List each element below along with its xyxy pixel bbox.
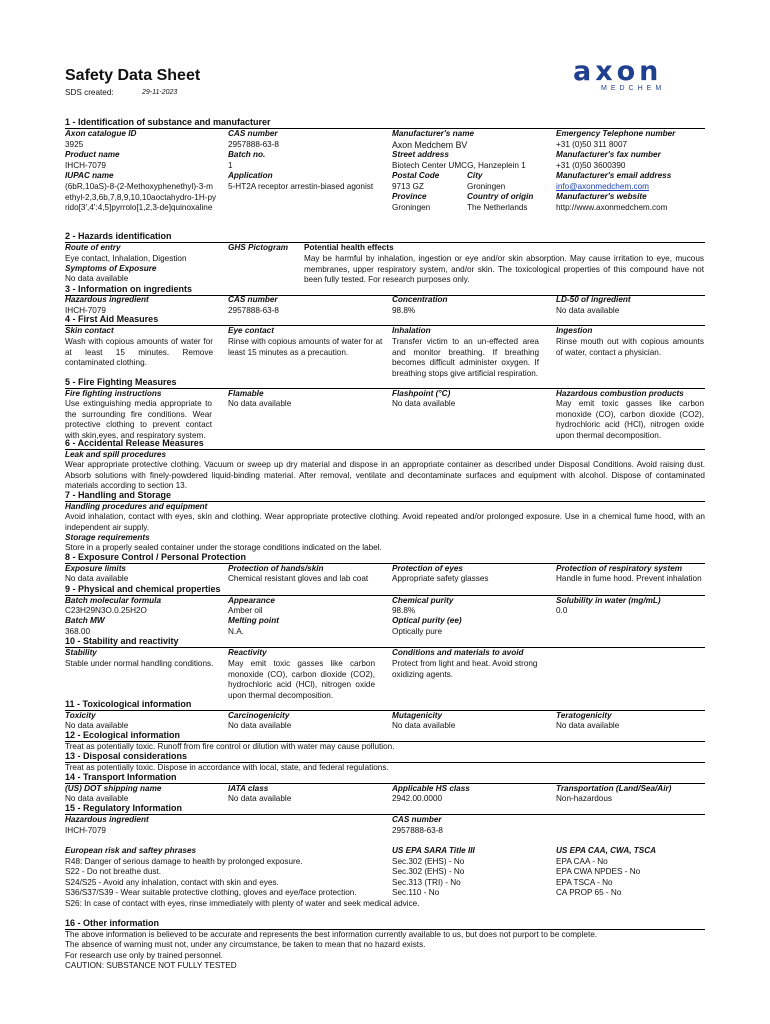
dot-label: (US) DOT shipping name	[65, 784, 162, 793]
disposal-text: Treat as potentially toxic. Dispose in accordance with local, state, and federal regulations.	[65, 763, 389, 772]
batch-value: 1	[228, 161, 233, 170]
section-1-heading: 1 - Identification of substance and manufacturer	[65, 117, 271, 127]
storage-value: Store in a properly sealed container under the storage conditions indicated on the label.	[65, 543, 382, 552]
optical-label: Optical purity (ee)	[392, 616, 462, 625]
stability-label: Stability	[65, 648, 97, 657]
melting-value: N.A.	[228, 627, 244, 636]
avoid-value: Protect from light and heat. Avoid strong oxidizing agents.	[392, 659, 538, 679]
formula-value: C23H29N3O.0.25H2O	[65, 606, 147, 615]
section-15-heading: 15 - Regulatory Information	[65, 803, 183, 813]
eye-contact-value: Rinse with copious amounts of water for at least 15 minutes as a precaution.	[228, 337, 383, 357]
section-7-heading: 7 - Handling and Storage	[65, 490, 172, 500]
ingestion-value: Rinse mouth out with copious amounts of water, contact a physician.	[556, 337, 704, 357]
sara-line: Sec.313 (TRI) - No	[392, 878, 461, 887]
caa-line: EPA CWA NPDES - No	[556, 867, 641, 876]
fire-instructions-label: Fire fighting instructions	[65, 389, 162, 398]
hs-value: 2942.00.0000	[392, 794, 443, 803]
section-4-rule	[65, 325, 705, 326]
page-title: Safety Data Sheet	[65, 67, 201, 84]
teratogenicity-label: Teratogenicity	[556, 711, 612, 720]
phrase-line: S24/S25 - Avoid any inhalation, contact with skin and eyes.	[65, 878, 279, 887]
mutagenicity-value: No data available	[392, 721, 456, 730]
appearance-value: Amber oil	[228, 606, 263, 615]
section-6-heading: 6 - Accidental Release Measures	[65, 438, 204, 448]
cas-value-3: 2957888-63-8	[228, 306, 279, 315]
iupac-value: (6bR,10aS)-8-(2-Methoxyphenethyl)-3-methyl-2,3,6b,7,8,9,10,10aoctahydro-1H-pyrido[3',4':4,5]pyrrolo[1,2,3-de]quinoxaline	[65, 182, 217, 212]
sds-created-label: SDS created:	[65, 88, 114, 97]
dot-value: No data available	[65, 794, 129, 803]
other-info-line: For research use only by trained personnel.	[65, 951, 223, 960]
country-label: Country of origin	[467, 192, 534, 201]
spill-label: Leak and spill procedures	[65, 450, 167, 459]
ecological-text: Treat as potentially toxic. Runoff from fire control or dilution with water may cause pollution.	[65, 742, 395, 751]
province-value: Groningen	[392, 203, 431, 212]
route-label: Route of entry	[65, 243, 121, 252]
phrase-line: S36/S37/S39 - Wear suitable protective clothing, gloves and eye/face protection.	[65, 888, 357, 897]
axon-logo	[573, 58, 675, 98]
caa-label: US EPA CAA, CWA, TSCA	[556, 846, 657, 855]
website-label: Manufacturer's website	[556, 192, 647, 201]
section-16-heading: 16 - Other information	[65, 918, 160, 928]
toxicity-label: Toxicity	[65, 711, 96, 720]
iata-label: IATA class	[228, 784, 269, 793]
concentration-value: 98.8%	[392, 306, 416, 315]
batch-label: Batch no.	[228, 150, 266, 159]
sara-line: Sec.110 - No	[392, 888, 440, 897]
effects-value: May be harmful by inhalation, ingestion or eye and/or skin absorption. May cause irritation to eye, mucous membranes, upper respiratory system, and/or skin. The toxicological properties of this compound have not been fully tested. For research purposes only.	[304, 254, 704, 284]
spill-value: Wear appropriate protective clothing. Vacuum or sweep up dry material and dispose in an appropriate container as described under Disposal Conditions. Avoid raising dust. Absorb solutions with finely-powdered liquid-binding material. After removal, ventilate and decontaminate surfaces and equipment with alcohol. Dispose of contaminated materials according to section 13.	[65, 460, 705, 490]
ingestion-label: Ingestion	[556, 326, 593, 335]
email-label: Manufacturer's email address	[556, 171, 672, 180]
section-4-heading: 4 - First Aid Measures	[65, 314, 159, 324]
section-2-heading: 2 - Hazards identification	[65, 231, 172, 241]
section-5-heading: 5 - Fire Fighting Measures	[65, 377, 177, 387]
concentration-label: Concentration	[392, 295, 448, 304]
land-label: Transportation (Land/Sea/Air)	[556, 784, 672, 793]
phrases-label: European risk and saftey phrases	[65, 846, 197, 855]
ld50-value: No data available	[556, 306, 620, 315]
phrase-line: R48: Danger of serious damage to health by prolonged exposure.	[65, 857, 303, 866]
application-label: Application	[228, 171, 273, 180]
other-info-line: The above information is believed to be accurate and represents the best information currently available to us, but does not purport to be complete.	[65, 930, 598, 939]
hands-value: Chemical resistant gloves and lab coat	[228, 574, 369, 583]
product-label: Product name	[65, 150, 120, 159]
iata-value: No data available	[228, 794, 292, 803]
route-value: Eye contact, Inhalation, Digestion	[65, 254, 187, 263]
reactivity-value: May emit toxic gasses like carbon monoxide (CO), carbon dioxide (CO2), hydrochloric acid (HCl), nitrogen oxide upon thermal decomposition.	[228, 659, 375, 700]
mw-label: Batch MW	[65, 616, 105, 625]
handling-value: Avoid inhalation, contact with eyes, skin and clothing. Wear appropriate protective clothing. Avoid repeated and/or prolonged exposure. Use in a chemical fume hood, with an independent air supply.	[65, 512, 705, 532]
section-13-heading: 13 - Disposal considerations	[65, 751, 188, 761]
eye-contact-label: Eye contact	[228, 326, 274, 335]
street-label: Street address	[392, 150, 449, 159]
iupac-label: IUPAC name	[65, 171, 114, 180]
mutagenicity-label: Mutagenicity	[392, 711, 443, 720]
caa-line: EPA TSCA - No	[556, 878, 613, 887]
hazardous-label-15: Hazardous ingredient	[65, 815, 149, 824]
toxicity-value: No data available	[65, 721, 129, 730]
appearance-label: Appearance	[228, 596, 275, 605]
flamable-value: No data available	[228, 399, 292, 408]
limits-label: Exposure limits	[65, 564, 126, 573]
section-14-heading: 14 - Transport Information	[65, 772, 177, 782]
logo-word: axon	[573, 56, 663, 87]
reactivity-label: Reactivity	[228, 648, 267, 657]
section-9-heading: 9 - Physical and chemical properties	[65, 584, 221, 594]
phrase-line: S22 - Do not breathe dust.	[65, 867, 162, 876]
catalogue-label: Axon catalogue ID	[65, 129, 137, 138]
other-info-line: The absence of warning must not, under any circumstance, be taken to mean that no hazard exists.	[65, 940, 426, 949]
formula-label: Batch molecular formula	[65, 596, 161, 605]
combustion-label: Hazardous combustion products	[556, 389, 684, 398]
sara-line: Sec.302 (EHS) - No	[392, 857, 465, 866]
fire-instructions-value: Use extinguishing media appropriate to the surrounding fire conditions. Wear protective clothing to prevent contact with skin,eyes, and respiratory system.	[65, 399, 212, 440]
avoid-label: Conditions and materials to avoid	[392, 648, 524, 657]
teratogenicity-value: No data available	[556, 721, 620, 730]
fax-label: Manufacturer's fax number	[556, 150, 661, 159]
respiratory-label: Protection of respiratory system	[556, 564, 683, 573]
flashpoint-value: No data available	[392, 399, 456, 408]
section-10-rule	[65, 647, 705, 648]
postal-label: Postal Code	[392, 171, 440, 180]
stability-value: Stable under normal handling conditions.	[65, 659, 214, 668]
email-link[interactable]: info@axonmedchem.com	[556, 182, 649, 191]
sds-created-date: 29-11-2023	[142, 89, 178, 96]
optical-value: Optically pure	[392, 627, 443, 636]
manufacturer-label: Manufacturer's name	[392, 129, 475, 138]
purity-value: 98.8%	[392, 606, 416, 615]
flashpoint-label: Flashpoint (°C)	[392, 389, 451, 398]
cas-label-1: CAS number	[228, 129, 278, 138]
inhalation-label: Inhalation	[392, 326, 431, 335]
section-3-heading: 3 - Information on ingredients	[65, 284, 193, 294]
hazardous-label-3: Hazardous ingredient	[65, 295, 149, 304]
storage-label: Storage requirements	[65, 533, 150, 542]
handling-label: Handling procedures and equipment	[65, 502, 208, 511]
phrase-line: S26: In case of contact with eyes, rinse immediately with plenty of water and seek medical advice.	[65, 899, 420, 908]
fax-value: +31 (0)50 3600390	[556, 161, 626, 170]
ld50-label: LD-50 of ingredient	[556, 295, 631, 304]
section-15-rule	[65, 814, 705, 815]
sara-label: US EPA SARA Title III	[392, 846, 475, 855]
effects-label: Potential health effects	[304, 243, 394, 252]
city-value: Groningen	[467, 182, 506, 191]
hands-label: Protection of hands/skin	[228, 564, 324, 573]
skin-value: Wash with copious amounts of water for at least 15 minutes. Remove contaminated clothing.	[65, 337, 213, 367]
carcinogenicity-label: Carcinogenicity	[228, 711, 290, 720]
product-value: IHCH-7079	[65, 161, 106, 170]
hs-label: Applicable HS class	[392, 784, 470, 793]
land-value: Non-hazardous	[556, 794, 612, 803]
emergency-label: Emergency Telephone number	[556, 129, 676, 138]
catalogue-value: 3925	[65, 140, 84, 149]
street-value: Biotech Center UMCG, Hanzeplein 1	[392, 161, 526, 170]
eyes-value: Appropriate safety glasses	[392, 574, 489, 583]
inhalation-value: Transfer victim to an un-effected area and monitor breathing. If breathing becomes difficult administer oxygen. If breathing stops give artificial respiration.	[392, 337, 539, 378]
section-8-heading: 8 - Exposure Control / Personal Protection	[65, 552, 247, 562]
cas-label-15: CAS number	[392, 815, 442, 824]
caa-line: CA PROP 65 - No	[556, 888, 622, 897]
province-label: Province	[392, 192, 427, 201]
hazardous-value-15: IHCH-7079	[65, 826, 106, 835]
respiratory-value: Handle in fume hood. Prevent inhalation	[556, 574, 702, 583]
eyes-label: Protection of eyes	[392, 564, 463, 573]
website-value: http://www.axonmedchem.com	[556, 203, 668, 212]
city-label: City	[467, 171, 483, 180]
country-value: The Netherlands	[467, 203, 528, 212]
limits-value: No data available	[65, 574, 129, 583]
solubility-label: Solubility in water (mg/mL)	[556, 596, 661, 605]
section-12-heading: 12 - Ecological information	[65, 730, 181, 740]
skin-label: Skin contact	[65, 326, 114, 335]
flamable-label: Flamable	[228, 389, 264, 398]
purity-label: Chemical purity	[392, 596, 454, 605]
cas-label-3: CAS number	[228, 295, 278, 304]
logo-sub: MEDCHEM	[601, 85, 666, 92]
caution-line: CAUTION: SUBSTANCE NOT FULLY TESTED	[65, 961, 237, 970]
caa-line: EPA CAA - No	[556, 857, 608, 866]
carcinogenicity-value: No data available	[228, 721, 292, 730]
melting-label: Melting point	[228, 616, 279, 625]
section-11-heading: 11 - Toxicological information	[65, 699, 192, 709]
symptoms-label: Symptoms of Exposure	[65, 264, 157, 273]
solubility-value: 0.0	[556, 606, 568, 615]
sara-line: Sec.302 (EHS) - No	[392, 867, 465, 876]
cas-value-15: 2957888-63-8	[392, 826, 443, 835]
manufacturer-value: Axon Medchem BV	[392, 140, 468, 150]
ghs-label: GHS Pictogram	[228, 243, 289, 252]
cas-value-1: 2957888-63-8	[228, 140, 279, 149]
symptoms-value: No data available	[65, 274, 129, 283]
combustion-value: May emit toxic gasses like carbon monoxide (CO), carbon dioxide (CO2), hydrochloric acid (HCl), nitrogen oxide upon thermal decomposition.	[556, 399, 704, 440]
application-value: 5-HT2A receptor arrestin-biased agonist	[228, 182, 374, 191]
hazardous-value-3: IHCH-7079	[65, 306, 106, 315]
section-10-heading: 10 - Stability and reactivity	[65, 636, 179, 646]
postal-value: 9713 GZ	[392, 182, 424, 191]
mw-value: 368.00	[65, 627, 91, 636]
emergency-value: +31 (0)50 311 8007	[556, 140, 628, 149]
